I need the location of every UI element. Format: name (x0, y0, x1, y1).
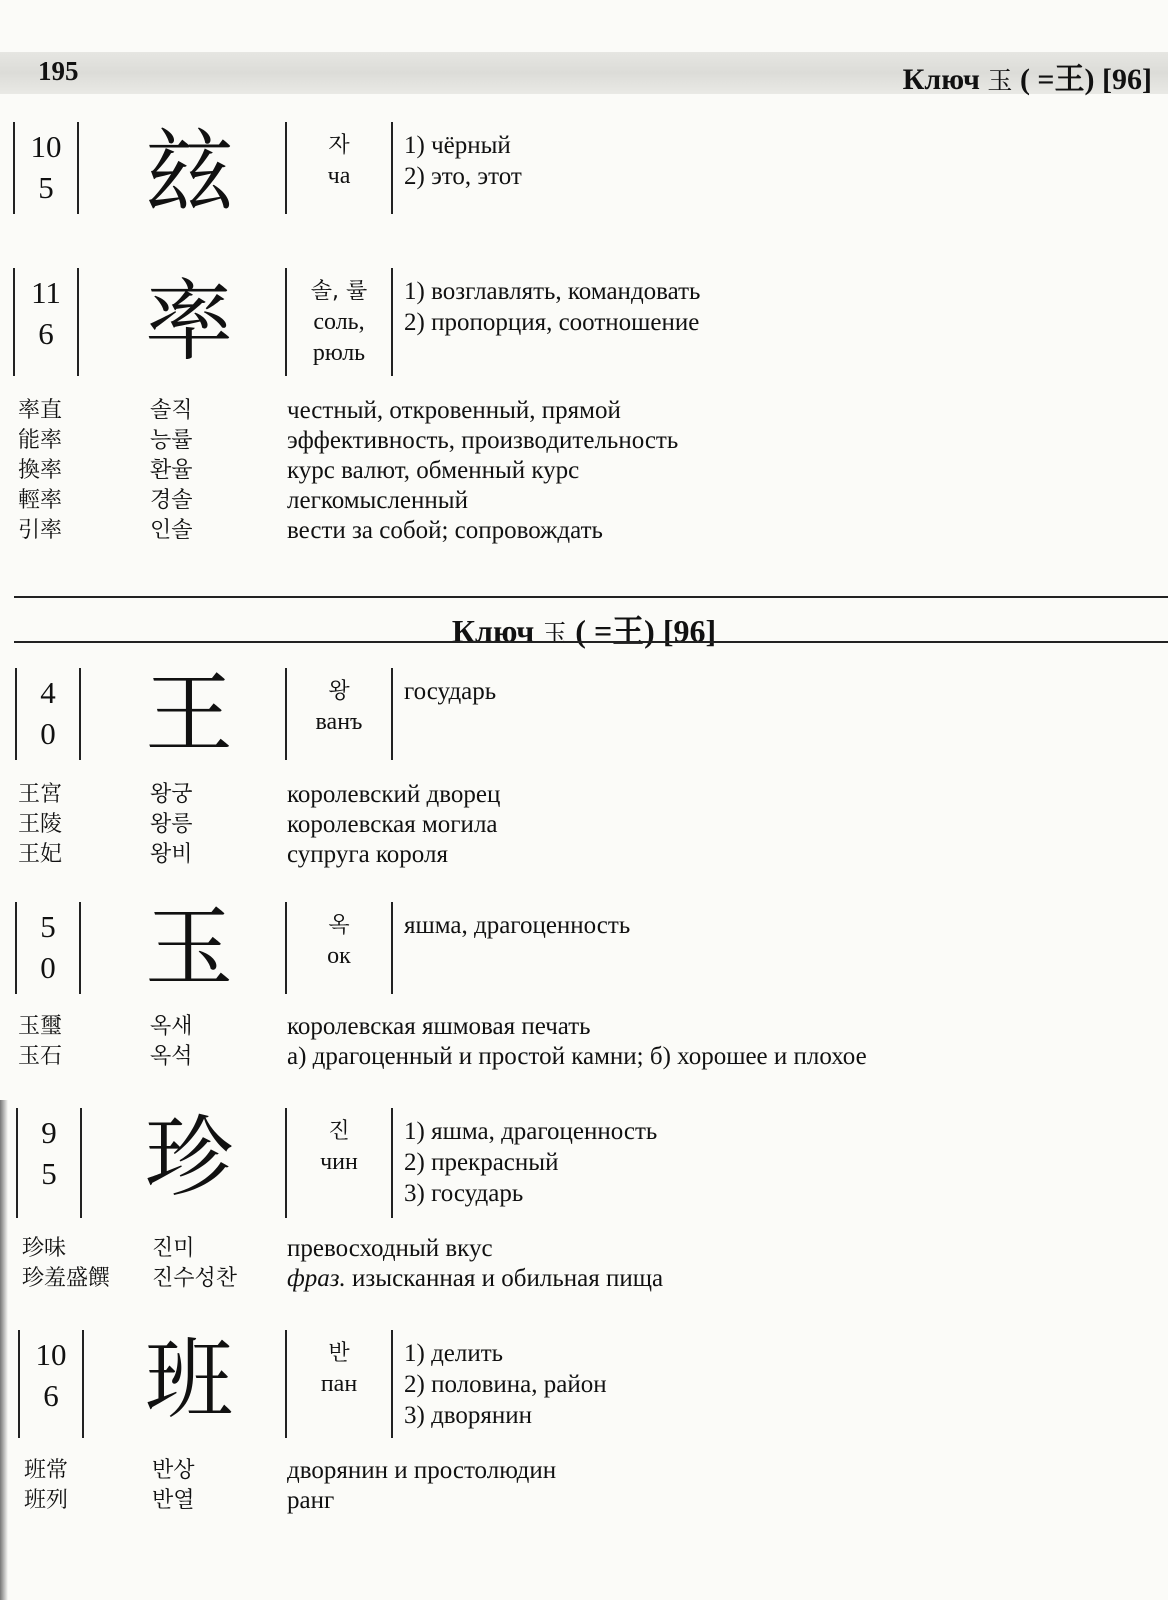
compound-translation: честный, откровенный, прямой (287, 397, 621, 424)
compound-list (0, 1456, 1168, 1516)
meaning: 3) дворянин (404, 1402, 533, 1429)
compound-hanja: 引率 (18, 518, 63, 543)
headword-character: 玆 (144, 120, 233, 223)
compound-hangul: 반상 (152, 1458, 195, 1483)
compound-row (0, 1234, 1168, 1264)
stroke-count-box (13, 268, 79, 376)
compound-hanja: 珍羞盛饌 (22, 1266, 111, 1291)
meanings (404, 276, 700, 338)
section-title-suffix: ( =王) [96] (567, 613, 717, 649)
russian-reading: ванъ (315, 709, 363, 735)
total-strokes: 9 (41, 1115, 57, 1150)
compound-hanja: 輕率 (18, 488, 63, 513)
compound-hangul: 능률 (150, 428, 193, 453)
headword-character: 珍 (144, 1106, 233, 1209)
total-strokes: 4 (40, 675, 56, 710)
compound-translation: вести за собой; сопровождать (287, 517, 603, 544)
stroke-count-box (16, 1108, 82, 1218)
russian-reading: ок (327, 943, 351, 969)
compound-translation: легкомысленный (287, 487, 468, 514)
korean-reading: 왕 (328, 679, 350, 704)
section-title (0, 606, 1168, 652)
compound-hanja: 換率 (18, 458, 63, 483)
compound-translation: курс валют, обменный курс (287, 457, 580, 484)
extra-strokes: 0 (40, 716, 56, 751)
readings-box (285, 1108, 393, 1218)
compound-hanja: 玉石 (18, 1044, 63, 1069)
headword-character: 玉 (144, 896, 233, 999)
compound-row (0, 1486, 1168, 1516)
compound-translation: дворянин и простолюдин (287, 1457, 557, 1484)
compound-translation: супруга короля (287, 841, 448, 868)
stroke-count-box (15, 668, 81, 760)
compound-row (0, 1264, 1168, 1294)
meanings (404, 910, 630, 941)
korean-reading: 자 (328, 133, 350, 158)
compound-row (0, 396, 1168, 426)
compound-translation: превосходный вкус (287, 1235, 493, 1262)
total-strokes: 10 (35, 1337, 67, 1372)
compound-row (0, 810, 1168, 840)
meanings (404, 130, 522, 192)
stroke-count-box (18, 1330, 84, 1438)
compound-row (0, 1012, 1168, 1042)
compound-hanja: 玉璽 (18, 1014, 63, 1039)
compound-translation: ранг (287, 1487, 335, 1514)
extra-strokes: 5 (38, 170, 54, 205)
page-number: 195 (38, 56, 79, 86)
extra-strokes: 0 (40, 950, 56, 985)
compound-hangul: 인솔 (150, 518, 193, 543)
compound-hangul: 반열 (152, 1488, 195, 1513)
readings-box (285, 1330, 393, 1438)
compound-hangul: 왕궁 (150, 782, 193, 807)
compound-hanja: 王宮 (18, 782, 63, 807)
page-gutter-shadow (0, 1100, 8, 1600)
compound-translation: королевская могила (287, 811, 498, 838)
russian-reading: пан (320, 1371, 358, 1397)
korean-reading: 진 (328, 1119, 350, 1144)
compound-hangul: 솔직 (150, 398, 193, 423)
compound-hangul: 진미 (152, 1236, 195, 1261)
readings-box (285, 122, 393, 214)
total-strokes: 5 (40, 909, 56, 944)
meaning: 3) государь (404, 1180, 524, 1207)
section-rule-bottom (14, 641, 1168, 643)
compound-hangul: 환율 (150, 458, 193, 483)
meaning: 2) это, этот (404, 163, 522, 190)
total-strokes: 10 (30, 129, 62, 164)
compound-translation-text: изысканная и обильная пища (345, 1265, 664, 1292)
stroke-count-box (15, 902, 81, 994)
phrase-label: фраз. (287, 1265, 346, 1292)
compound-hanja: 王陵 (18, 812, 63, 837)
extra-strokes: 5 (41, 1156, 57, 1191)
compound-hangul: 옥새 (150, 1014, 193, 1039)
meaning: 1) яшма, драгоценность (404, 1118, 658, 1145)
headword-character: 率 (144, 270, 233, 373)
compound-hanja: 珍味 (22, 1236, 67, 1261)
compound-row (0, 840, 1168, 870)
meanings (404, 1338, 607, 1431)
compound-translation: а) драгоценный и простой камни; б) хорошее и плохое (287, 1043, 867, 1070)
readings-box (285, 902, 393, 994)
compound-row (0, 780, 1168, 810)
compound-hangul: 왕릉 (150, 812, 193, 837)
korean-reading: 옥 (328, 913, 350, 938)
compound-list (0, 780, 1168, 870)
compound-row (0, 456, 1168, 486)
running-head-suffix: ( =王) [96] (1012, 63, 1152, 96)
running-head-radical: 玉 (987, 66, 1013, 95)
extra-strokes: 6 (38, 316, 54, 351)
headword-character: 班 (144, 1328, 233, 1431)
compound-hanja: 能率 (18, 428, 63, 453)
meanings (404, 676, 496, 707)
section-radical: 玉 (542, 619, 568, 648)
compound-list (0, 1234, 1168, 1294)
compound-hangul: 왕비 (150, 842, 193, 867)
compound-row (0, 516, 1168, 546)
meaning: 2) половина, район (404, 1371, 607, 1398)
meanings (404, 1116, 657, 1209)
russian-reading: чин (320, 1149, 358, 1175)
compound-row (0, 1042, 1168, 1072)
compound-translation: эффективность, производительность (287, 427, 679, 454)
russian-reading: ча (327, 163, 351, 189)
compound-list (0, 396, 1168, 546)
readings-box (285, 668, 393, 760)
compound-hanja: 班列 (24, 1488, 69, 1513)
compound-hangul: 진수성찬 (152, 1266, 238, 1291)
meaning: 1) делить (404, 1340, 504, 1367)
extra-strokes: 6 (43, 1378, 59, 1413)
meaning: 1) чёрный (404, 132, 511, 159)
headword-character: 王 (144, 662, 233, 765)
korean-reading: 반 (328, 1341, 350, 1366)
compound-hanja: 率直 (18, 398, 63, 423)
russian-reading: рюль (312, 340, 366, 366)
compound-row (0, 1456, 1168, 1486)
compound-hangul: 옥석 (150, 1044, 193, 1069)
meaning: государь (404, 678, 497, 705)
running-head (903, 54, 1152, 98)
section-title-prefix: Ключ (451, 613, 535, 649)
compound-row (0, 486, 1168, 516)
korean-reading: 솔, 률 (310, 279, 368, 304)
total-strokes: 11 (31, 275, 61, 310)
compound-translation: королевская яшмовая печать (287, 1013, 591, 1040)
meaning: 2) прекрасный (404, 1149, 559, 1176)
meaning: 1) возглавлять, командовать (404, 278, 701, 305)
compound-hanja: 班常 (24, 1458, 69, 1483)
readings-box (285, 268, 393, 376)
compound-list (0, 1012, 1168, 1072)
running-head-prefix: Ключ (902, 63, 980, 96)
compound-translation: королевский дворец (287, 781, 501, 808)
stroke-count-box (13, 122, 79, 214)
meaning: яшма, драгоценность (404, 912, 631, 939)
russian-reading: соль, (313, 309, 365, 335)
compound-row (0, 426, 1168, 456)
compound-hanja: 王妃 (18, 842, 63, 867)
compound-translation (287, 1264, 663, 1294)
compound-hangul: 경솔 (150, 488, 193, 513)
section-rule-top (14, 596, 1168, 598)
meaning: 2) пропорция, соотношение (404, 309, 700, 336)
